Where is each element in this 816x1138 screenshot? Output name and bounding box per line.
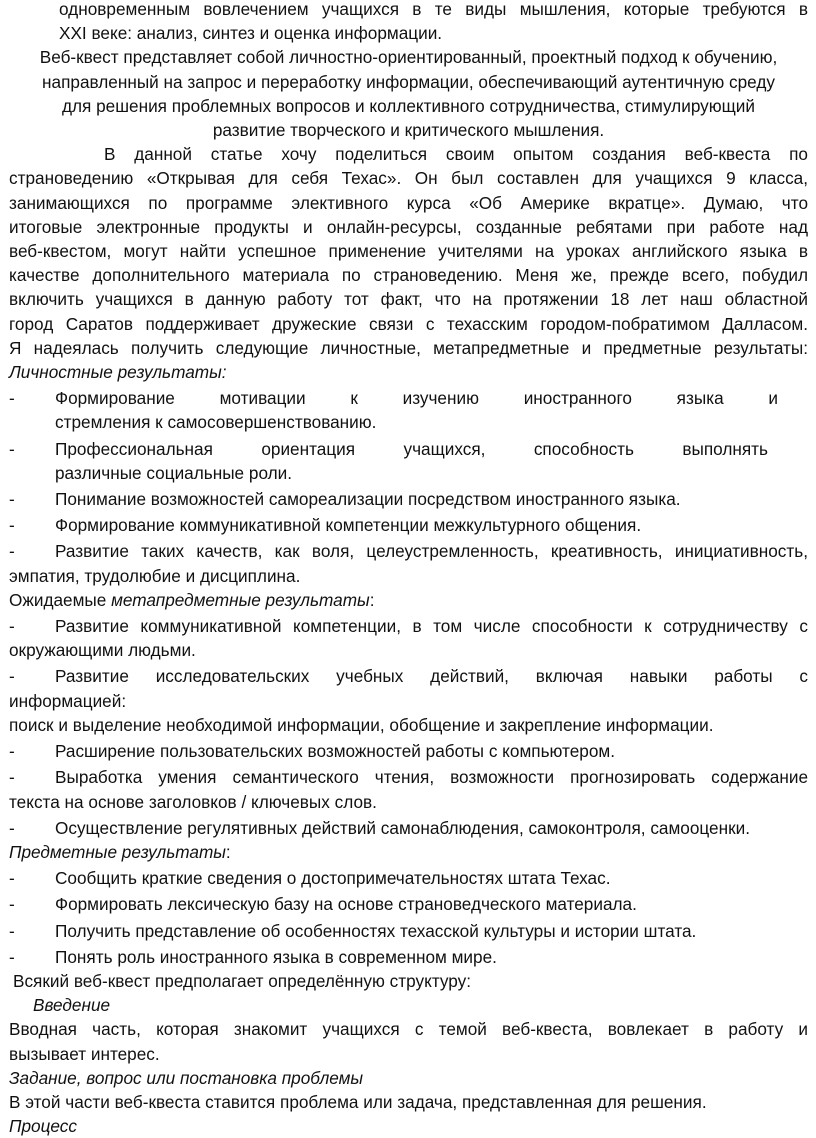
list-item	[9, 739, 808, 763]
list-item	[9, 437, 808, 461]
paragraph-line: XXI веке: анализ, синтез и оценка информации.	[59, 23, 443, 44]
list-item	[9, 539, 808, 563]
list-item-text: Развитие исследовательских учебных действий, включая навыки работы с	[55, 666, 808, 687]
intro-heading: Введение	[33, 995, 111, 1016]
dash: -	[9, 541, 15, 562]
list-item-text: Формировать лексическую базу на основе страноведческого материала.	[55, 894, 637, 915]
paragraph-line: В данной статье хочу поделиться своим опытом создания веб-квеста по	[104, 144, 808, 165]
list-item-continuation: окружающими людьми.	[9, 640, 196, 661]
paragraph-line: включить учащихся в данную работу тот факт, что на протяжении 18 лет наш областной	[9, 289, 808, 310]
paragraph-line: Вводная часть, которая знакомит учащихся с темой веб-квеста, вовлекает в работу и	[9, 1019, 808, 1040]
paragraph-line: одновременным вовлечением учащихся в те виды мышления, которые требуются в	[59, 0, 808, 19]
list-item-continuation: текста на основе заголовков / ключевых слов.	[9, 791, 377, 812]
paragraph-line: развитие творческого и критического мышления.	[212, 120, 605, 141]
paragraph-line: направленный на запрос и переработку информации, обеспечивающий аутентичную среду	[42, 71, 775, 92]
dash: -	[9, 616, 15, 637]
paragraph-line: город Саратов поддерживает дружеские связи с техасским городом-побратимом Далласом.	[9, 313, 808, 334]
heading-prefix: Ожидаемые	[9, 589, 112, 610]
dash: -	[9, 741, 15, 762]
list-item	[9, 816, 808, 840]
list-item	[9, 945, 808, 969]
list-item	[9, 765, 808, 789]
paragraph-line: занимающихся по программе элективного курса «Об Америке вкратце». Думаю, что	[9, 192, 808, 213]
list-item	[9, 386, 808, 410]
list-item-text: Развитие таких качеств, как воля, целеустремленность, креативность, инициативность,	[55, 541, 808, 562]
heading-suffix: :	[225, 841, 231, 862]
list-item-text: Формирование коммуникативной компетенции межкультурного общения.	[55, 515, 642, 536]
paragraph-line: В этой части веб-квеста ставится проблема или задача, представленная для решения.	[9, 1091, 707, 1112]
paragraph-line: качестве дополнительного материала по страноведению. Меня же, прежде всего, побудил	[9, 265, 808, 286]
structure-lead: Всякий веб-квест предполагает определённую структуру:	[13, 970, 472, 991]
heading-italic: метапредметные результаты	[111, 589, 370, 610]
list-item-text: Сообщить краткие сведения о достопримечательностях штата Техас.	[55, 868, 611, 889]
list-item-continuation: стремления к самосовершенствованию.	[55, 412, 377, 433]
dash: -	[9, 894, 15, 915]
paragraph-line: для решения проблемных вопросов и коллективного сотрудничества, стимулирующий	[61, 95, 756, 116]
dash: -	[9, 767, 15, 788]
task-heading: Задание, вопрос или постановка проблемы	[9, 1067, 364, 1088]
list-item	[9, 664, 808, 688]
section-heading: Личностные результаты:	[9, 362, 227, 383]
list-item	[9, 892, 808, 916]
dash: -	[9, 920, 15, 941]
section-heading	[9, 840, 808, 864]
process-heading: Процесс	[9, 1116, 77, 1137]
dash: -	[9, 388, 15, 409]
list-item	[9, 866, 808, 890]
list-item	[9, 487, 808, 511]
list-item-text: Понимание возможностей самореализации посредством иностранного языка.	[55, 489, 681, 510]
paragraph-line: страноведению «Открывая для себя Техас». Он был составлен для учащихся 9 класса,	[9, 168, 808, 189]
heading-suffix: :	[369, 589, 375, 610]
list-item	[9, 614, 808, 638]
list-item-text: Осуществление регулятивных действий самонаблюдения, самоконтроля, самооценки.	[55, 817, 751, 838]
list-item-continuation: информацией:	[9, 690, 127, 711]
paragraph-line: итоговые электронные продукты и онлайн-ресурсы, созданные ребятами при работе над	[9, 216, 808, 237]
list-item-text: Получить представление об особенностях техасской культуры и истории штата.	[55, 920, 697, 941]
list-item-text: Развитие коммуникативной компетенции, в том числе способности к сотрудничеству с	[55, 616, 808, 637]
list-item-text: Профессиональная ориентация учащихся, способность выполнять	[55, 438, 768, 459]
dash: -	[9, 946, 15, 967]
list-item-text: Понять роль иностранного языка в современном мире.	[55, 946, 497, 967]
paragraph-line: веб-квестом, могут найти успешное применение учителями на уроках английского языка в	[9, 241, 808, 262]
dash: -	[9, 666, 15, 687]
list-item-continuation: эмпатия, трудолюбие и дисциплина.	[9, 565, 301, 586]
paragraph-line: вызывает интерес.	[9, 1043, 160, 1064]
list-item-text: Расширение пользовательских возможностей работы с компьютером.	[55, 741, 615, 762]
dash: -	[9, 817, 15, 838]
list-item	[9, 513, 808, 537]
section-heading	[9, 588, 808, 612]
paragraph-line: Веб-квест представляет собой личностно-ориентированный, проектный подход к обучению,	[39, 47, 778, 68]
paragraph-line: Я надеялась получить следующие личностные, метапредметные и предметные результаты:	[9, 337, 808, 358]
list-item	[9, 919, 808, 943]
list-item-continuation: различные социальные роли.	[55, 462, 293, 483]
dash: -	[9, 515, 15, 536]
list-item-continuation: поиск и выделение необходимой информации, обобщение и закрепление информации.	[9, 714, 714, 735]
dash: -	[9, 438, 15, 459]
dash: -	[9, 868, 15, 889]
dash: -	[9, 489, 15, 510]
list-item-text: Выработка умения семантического чтения, возможности прогнозировать содержание	[55, 767, 808, 788]
list-item-text: Формирование мотивации к изучению иностранного языка и	[55, 388, 778, 409]
heading-italic: Предметные результаты	[9, 841, 226, 862]
